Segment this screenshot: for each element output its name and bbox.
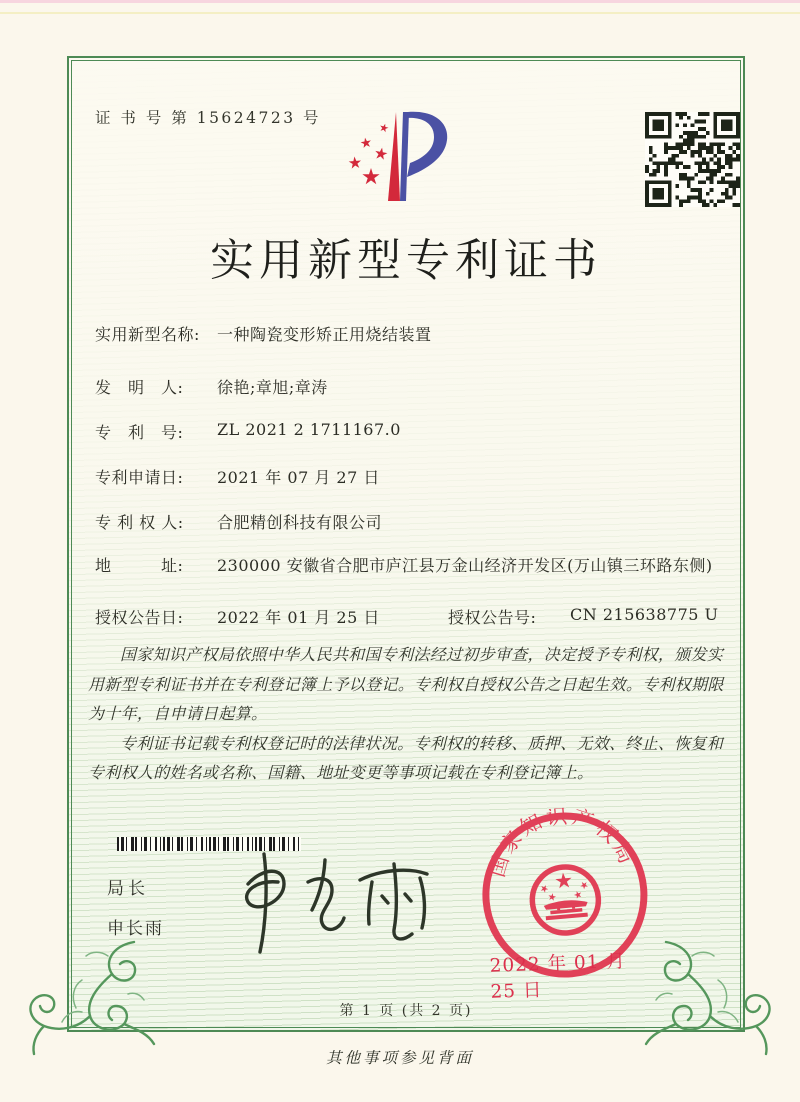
- field-label: 专利申请日:: [95, 468, 184, 487]
- signer-name: 申长雨: [107, 919, 164, 939]
- field-label: 专 利 号:: [95, 423, 184, 442]
- certificate-number: 证 书 号 第 15624723 号: [95, 109, 322, 127]
- field-inventors: [95, 375, 328, 398]
- field-label: 发 明 人:: [95, 378, 184, 397]
- field-label: 实用新型名称:: [95, 325, 200, 344]
- cnipa-logo: [337, 108, 451, 206]
- field-patent-number: [95, 420, 401, 443]
- logo-blue-stem: [400, 112, 409, 201]
- field-grant-number: [448, 605, 719, 628]
- field-value: 2021 年 07 月 27 日: [217, 468, 380, 487]
- seal-date: 2022 年 01 月 25 日: [489, 951, 627, 1003]
- corner-flourish-bottom-left: [16, 936, 158, 1058]
- paragraph-grant: 国家知识产权局依照中华人民共和国专利法经过初步审查，决定授予专利权，颁发实用新型专利证书并在专利登记簿上予以登记。专利权自授权公告之日起生效。专利权期限为十年，自申请日起算。: [88, 645, 724, 723]
- field-label: 专 利 权 人:: [95, 513, 184, 532]
- certificate-title: 实用新型专利证书: [210, 235, 602, 286]
- corner-flourish-bottom-right: [642, 936, 784, 1058]
- back-note: 其他事项参见背面: [325, 1049, 474, 1067]
- field-value: 徐艳;章旭;章涛: [217, 378, 328, 397]
- logo-blue-bowl: [407, 112, 447, 177]
- scan-edge-pink-line: [0, 0, 800, 3]
- paragraph-register: 专利证书记载专利权登记时的法律状况。专利权的转移、质押、无效、终止、恢复和专利权人的姓名或名称、国籍、地址变更等事项记载在专利登记簿上。: [88, 733, 724, 782]
- field-label: 地 址:: [95, 556, 184, 575]
- field-utility-model-name: [95, 322, 432, 345]
- logo-red-wedge: [388, 112, 400, 201]
- qr-code: [645, 112, 740, 207]
- barcode: [117, 837, 301, 851]
- field-value: 2022 年 01 月 25 日: [217, 608, 380, 627]
- field-value: ZL 2021 2 1711167.0: [217, 420, 401, 439]
- field-address: [95, 553, 715, 578]
- field-patentee: [95, 510, 382, 533]
- field-grant-date: [95, 605, 380, 628]
- field-filing-date: [95, 465, 380, 488]
- legal-paragraphs: [88, 640, 726, 788]
- logo-stars: [349, 124, 389, 185]
- signer-title: 局长: [107, 879, 149, 899]
- field-value: 一种陶瓷变形矫正用烧结装置: [217, 325, 432, 344]
- seal-national-emblem: [530, 864, 602, 936]
- field-value: 230000 安徽省合肥市庐江县万金山经济开发区(万山镇三环路东侧): [217, 556, 713, 575]
- director-signature: [222, 850, 437, 958]
- field-value: 合肥精创科技有限公司: [217, 513, 383, 532]
- scan-edge-yellow-line: [0, 12, 800, 14]
- page-number: 第 1 页 (共 2 页): [339, 1003, 473, 1019]
- field-value: CN 215638775 U: [570, 605, 719, 624]
- seal-agency-text: 国家知识产权局: [484, 803, 641, 880]
- field-label: 授权公告日:: [95, 608, 184, 627]
- field-label: 授权公告号:: [448, 608, 537, 627]
